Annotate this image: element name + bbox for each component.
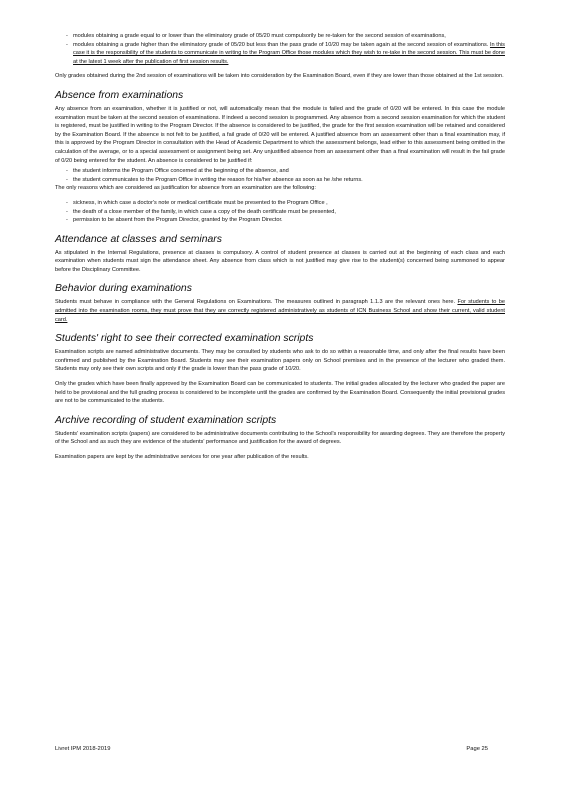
- list-item: - modules obtaining a grade equal to or lower than the eliminatory grade of 05/20 must compulsorily be re-taken for the second session of examinations,: [55, 32, 505, 41]
- list-item: - the student informs the Program Office concerned at the beginning of the absence, and: [55, 167, 505, 176]
- document-page: [55, 32, 505, 468]
- list-item: - the death of a close member of the family, in which case a copy of the death certificate must be presented,: [55, 208, 505, 217]
- bullet-text: modules obtaining a grade higher than the eliminatory grade of 05/20 but less than the pass grade of 10/20 may be taken again at the second session of examinations.: [73, 41, 489, 48]
- section-heading-attendance: Attendance at classes and seminars: [55, 233, 222, 245]
- paragraph: Any absence from an examination, whether it is justified or not, will automatically mean that the module is failed and the grade of 0/20 will be entered. In this case the module examination must be taken at the second session of examinations. If indeed a second session is programmed. Any absence from a second session examination for which the student is registered, must be justified in writing to the Program Director. If the absence is considered to be justified, the grade for the first session examination will be retained and considered by the Examination Board. If the absence is not felt to be justified, a fail grade of 0/20 will be entered. A justified absence from an assessment other than a final examination may, if this is approved by the Program Director in consultation with the Head of Academic Department to which the assessment belongs, lead either to this assessment being omitted in the calculation of the average, or to a special assessment or assignment being set. Any unjustified absence from an assessment other than a final examination will result in the fail grade of 0/20 being entered for the student. An absence is considered to be justified if:: [55, 105, 505, 164]
- list-item: - the student communicates to the Program Office in writing the reason for his/her absence as soon as he /she returns.: [55, 176, 505, 185]
- paragraph: [55, 298, 505, 324]
- paragraph: Only the grades which have been finally approved by the Examination Board can be communicated to students. The initial grades allocated by the lecturer who graded the paper are held to be provisional and the full grading process is considered to be incomplete until the grades are confirmed by the Examination Board. Consequently the initial provisional grades are not to be communicated to the students.: [55, 381, 505, 405]
- underlined-text: For students to be admitted into the examination rooms, they must prove that they are correctly registered administratively as students of ICN Business School and show their current, valid student card.: [55, 299, 505, 323]
- section-heading-behavior: Behavior during examinations: [55, 283, 192, 295]
- list-item: [55, 41, 505, 67]
- paragraph: Only grades obtained during the 2nd session of examinations will be taken into consideration by the Examination Board, even if they are lower than those obtained at the 1st session.: [55, 73, 504, 80]
- underlined-text: In this case it is the responsibility of the students to communicate in writing to the Program Office those modules which they wish to re-take in the second session. This must be done at the latest 1 week after the publication of first session results.: [73, 41, 505, 65]
- paragraph: Examination scripts are named administrative documents. They may be consulted by students who ask to do so within a reasonable time, and only after the final results have been confirmed and published by the Examination Board. Students may see their examination papers only on School premises and in the presence of the lecturer who graded them. Students may only see their own scripts and only if the grade is lower than the pass grade of 10/20.: [55, 349, 505, 373]
- paragraph: The only reasons which are considered as justification for absence from an examination are the following:: [55, 185, 316, 192]
- section-heading-scripts: Students' right to see their corrected examination scripts: [55, 333, 314, 345]
- footer-left: Livret IPM 2018-2019: [55, 746, 111, 752]
- paragraph: Examination papers are kept by the administrative services for one year after publication of the results.: [55, 454, 309, 460]
- paragraph-text: Students must behave in compliance with the General Regulations on Examinations. The measures outlined in paragraph 1.1.3 are the relevant ones here.: [55, 299, 456, 306]
- list-item: - sickness, in which case a doctor's note or medical certificate must be presented to the Program Office ,: [55, 199, 505, 208]
- section-heading-archive: Archive recording of student examination scripts: [55, 414, 277, 426]
- section-heading-absence: Absence from examinations: [55, 89, 184, 101]
- page-number: Page 25: [466, 746, 488, 752]
- paragraph: As stipulated in the Internal Regulations, presence at classes is compulsory. A control of student presence at classes is carried out at the beginning of each class and each examination when students must sign the attendance sheet. Any absence from class which is not justified may give rise to the student(s) concerned being summoned to appear before the Disciplinary Committee.: [55, 249, 505, 273]
- paragraph: Students' examination scripts (papers) are considered to be administrative documents contributing to the School's responsibility for awarding degrees. They are therefore the property of the School and as such they are evidence of the students' performance and justification for the award of degrees.: [55, 430, 505, 446]
- list-item: - permission to be absent from the Program Director, granted by the Program Director.: [55, 216, 505, 225]
